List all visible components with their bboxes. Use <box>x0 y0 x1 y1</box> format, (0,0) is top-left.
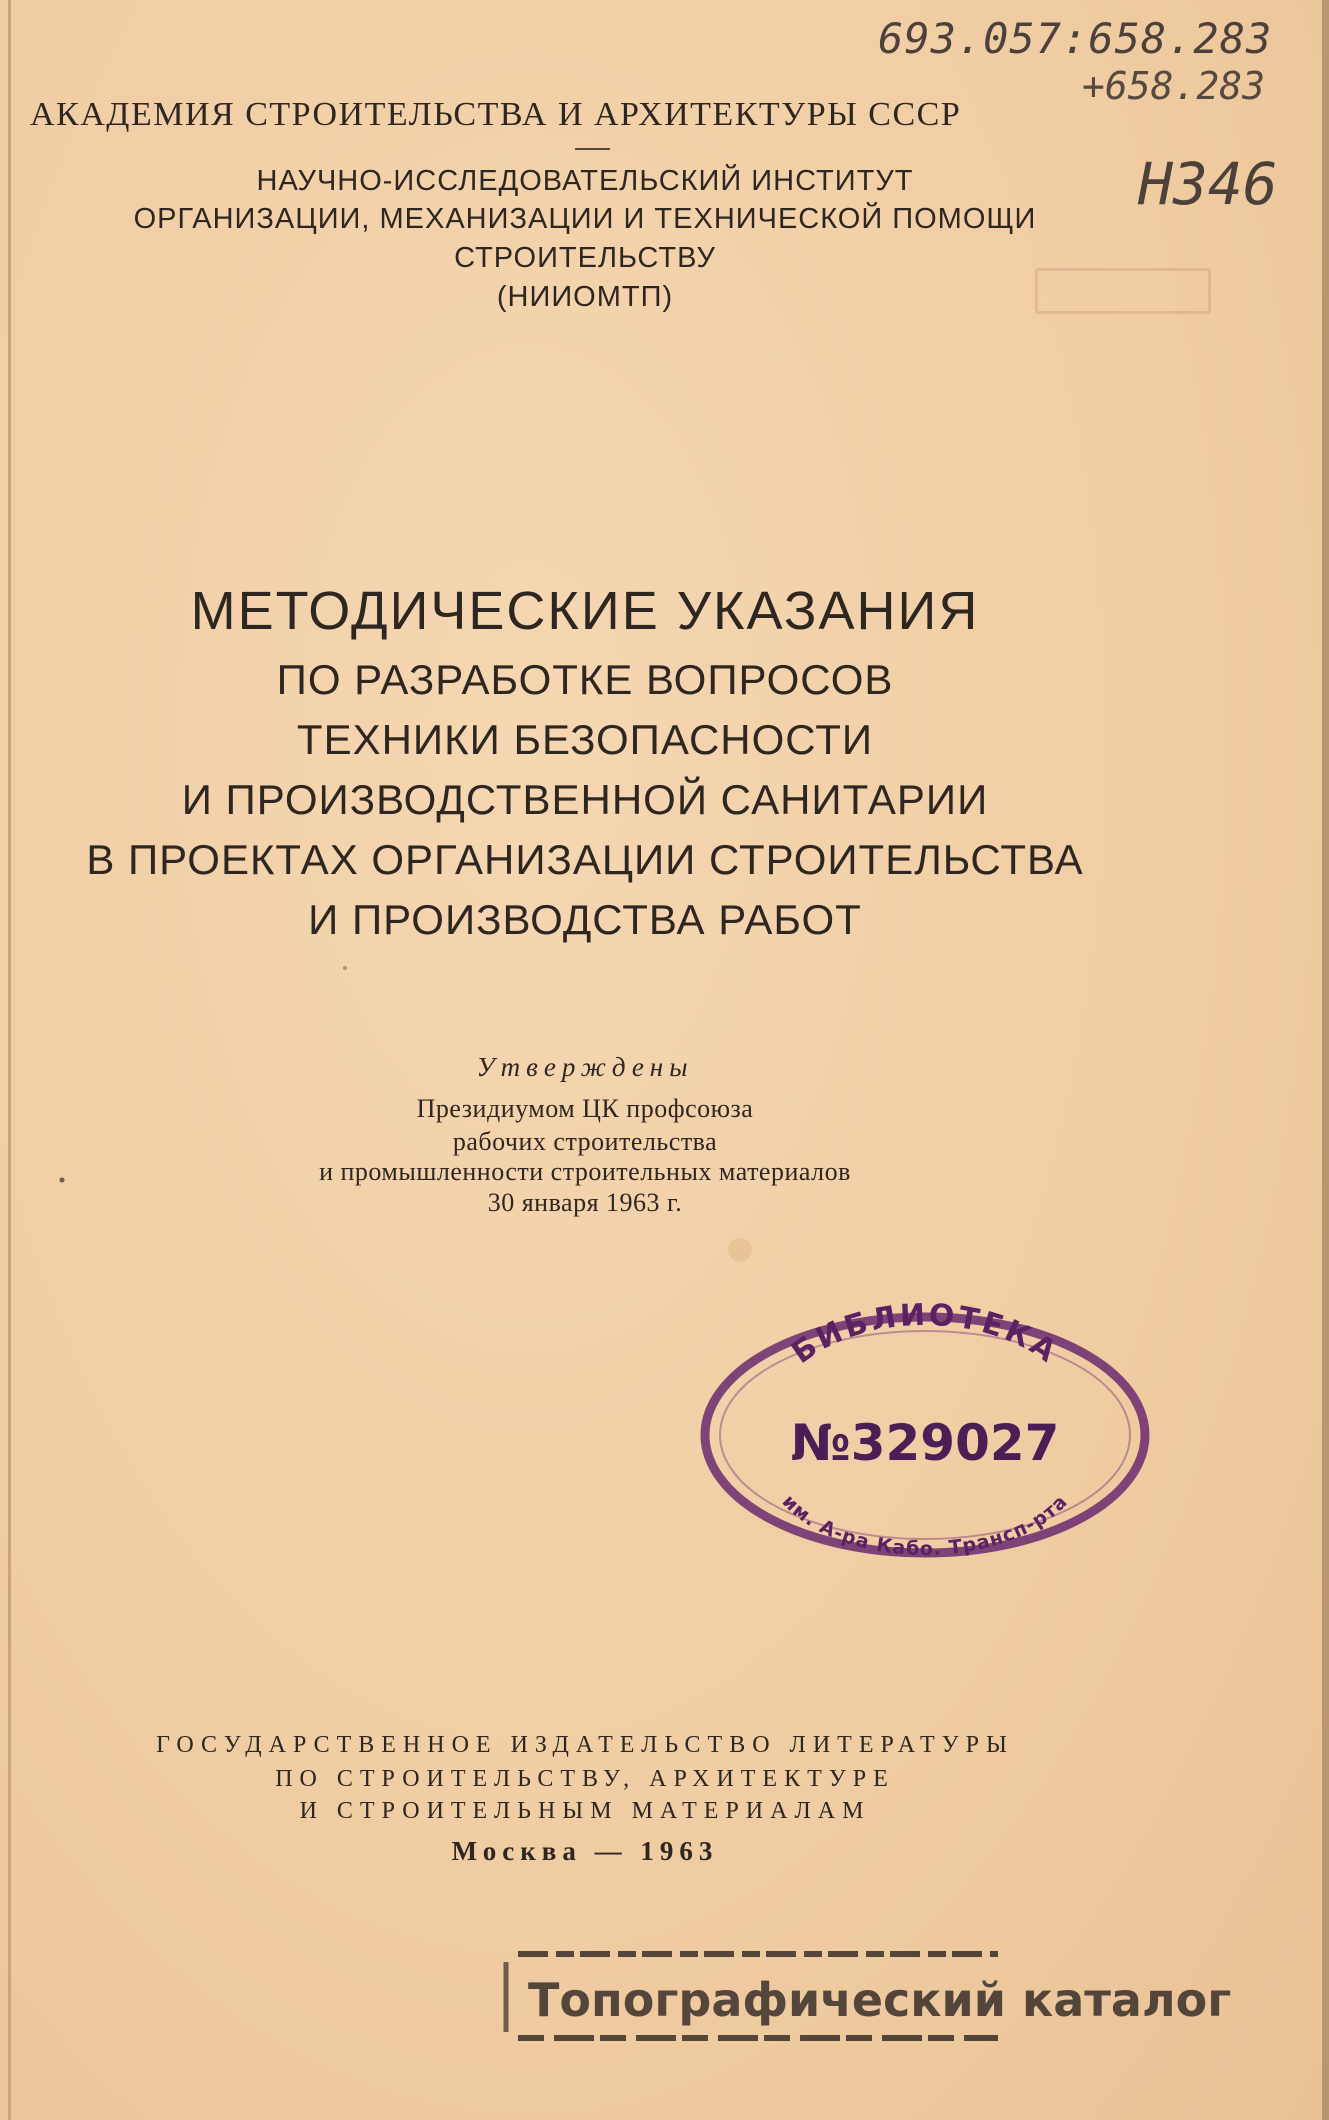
academy-name: АКАДЕМИЯ СТРОИТЕЛЬСТВА И АРХИТЕКТУРЫ СССР <box>30 96 962 133</box>
catalog-stamp-text: Топографический каталог <box>528 1973 1232 2027</box>
library-stamp <box>690 1300 1160 1570</box>
stamp-top-text: БИБЛИОТЕКА <box>785 1300 1065 1371</box>
approval-line-1: Президиумом ЦК профсоюза <box>416 1094 754 1123</box>
institute-line-2: ОРГАНИЗАЦИИ, МЕХАНИЗАЦИИ И ТЕХНИЧЕСКОЙ ПОМОЩИ <box>133 203 1037 235</box>
approval-line-2: рабочих строительства <box>452 1127 718 1156</box>
institute-abbreviation: (НИИОМТП) <box>496 281 674 313</box>
stamp-bottom-text: им. А-ра Кабо. Трансп-рта <box>777 1490 1073 1561</box>
stamp-number: №329027 <box>790 1414 1060 1472</box>
subtitle-line-2: ТЕХНИКИ БЕЗОПАСНОСТИ <box>296 716 874 763</box>
subtitle-line-3: И ПРОИЗВОДСТВЕННОЙ САНИТАРИИ <box>181 776 989 823</box>
subtitle-line-5: И ПРОИЗВОДСТВА РАБОТ <box>308 896 862 943</box>
approval-heading: Утверждены <box>476 1052 694 1082</box>
institute-line-3: СТРОИТЕЛЬСТВУ <box>454 242 716 274</box>
header-divider <box>575 148 610 150</box>
publisher-line-2: ПО СТРОИТЕЛЬСТВУ, АРХИТЕКТУРЕ <box>275 1766 895 1792</box>
city-year: Москва — 1963 <box>451 1836 719 1866</box>
subtitle-line-1: ПО РАЗРАБОТКЕ ВОПРОСОВ <box>276 656 894 703</box>
handwritten-shelf-code: Н346 <box>1138 150 1278 218</box>
handwritten-udc-line2: +658.283 <box>1082 64 1266 108</box>
publisher-line-3: И СТРОИТЕЛЬНЫМ МАТЕРИАЛАМ <box>299 1798 871 1824</box>
handwritten-udc-line1: 693.057:658.283 <box>878 14 1273 63</box>
document-title: МЕТОДИЧЕСКИЕ УКАЗАНИЯ <box>190 581 980 641</box>
institute-line-1: НАУЧНО-ИССЛЕДОВАТЕЛЬСКИЙ ИНСТИТУТ <box>256 165 914 197</box>
approval-date: 30 января 1963 г. <box>487 1188 683 1217</box>
subtitle-line-4: В ПРОЕКТАХ ОРГАНИЗАЦИИ СТРОИТЕЛЬСТВА <box>86 836 1084 883</box>
approval-line-3: и промышленности строительных материалов <box>319 1157 851 1186</box>
catalog-stamp <box>498 1940 1232 2060</box>
publisher-line-1: ГОСУДАРСТВЕННОЕ ИЗДАТЕЛЬСТВО ЛИТЕРАТУРЫ <box>156 1732 1014 1758</box>
